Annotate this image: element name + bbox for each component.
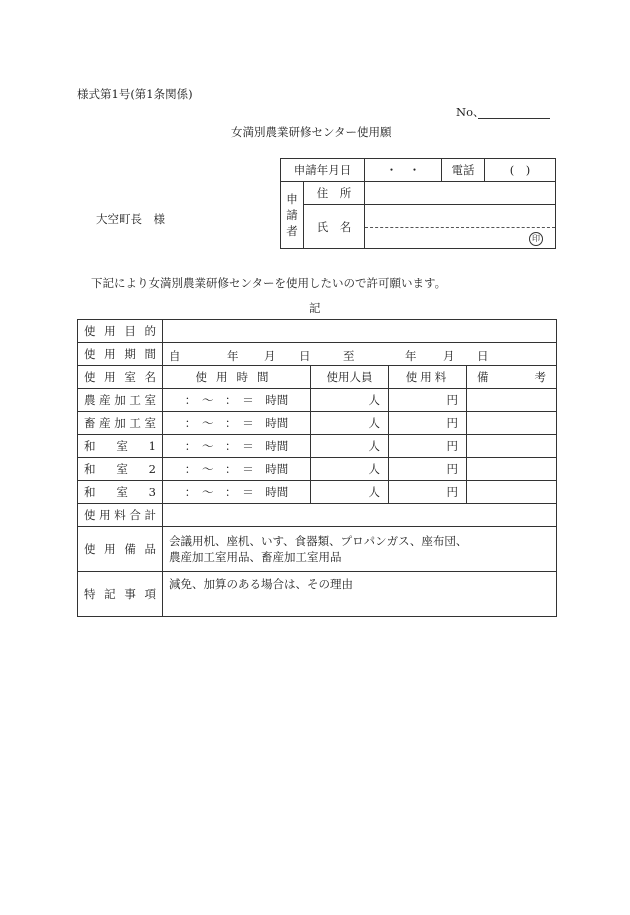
room-name: 畜産加工室 — [78, 412, 163, 435]
equipment-label: 使用備品 — [78, 527, 163, 572]
fee-field[interactable]: 円 — [389, 389, 467, 412]
total-field[interactable] — [163, 504, 557, 527]
time-field[interactable]: ： 〜 ： ＝ 時間 — [163, 435, 311, 458]
period-from-year: 年 — [227, 349, 239, 363]
people-field[interactable]: 人 — [311, 481, 389, 504]
period-from-month: 月 — [264, 349, 276, 363]
no-label: No、 — [456, 105, 485, 119]
table-row — [78, 435, 557, 458]
period-to-year: 年 — [405, 349, 417, 363]
time-header: 使用時間 — [163, 366, 311, 389]
room-name: 和 室 1 — [78, 435, 163, 458]
addressee: 大空町長 様 — [96, 212, 165, 226]
note-field[interactable] — [467, 458, 557, 481]
equipment-field — [163, 527, 557, 572]
intro-text: 下記により女満別農業研修センターを使用したいので許可願います。 — [91, 276, 447, 290]
address-label: 住 所 — [304, 182, 365, 205]
period-from: 自 — [169, 349, 181, 363]
applicant-char-2: 請 — [286, 208, 298, 222]
applicant-box — [280, 158, 556, 249]
table-row — [78, 389, 557, 412]
special-text: 減免、加算のある場合は、その理由 — [169, 577, 353, 591]
time-field[interactable]: ： 〜 ： ＝ 時間 — [163, 412, 311, 435]
special-label: 特記事項 — [78, 572, 163, 617]
table-row — [78, 458, 557, 481]
phone-value[interactable]: ( ) — [485, 159, 556, 182]
time-field[interactable]: ： 〜 ： ＝ 時間 — [163, 481, 311, 504]
address-field[interactable] — [365, 182, 556, 205]
equipment-line-2: 農産加工室用品、畜産加工室用品 — [169, 550, 342, 564]
period-label: 使用期間 — [78, 343, 163, 366]
note-field[interactable] — [467, 481, 557, 504]
date-value[interactable]: ・ ・ — [365, 159, 442, 182]
room-name: 農産加工室 — [78, 389, 163, 412]
applicant-char-1: 申 — [286, 192, 298, 206]
people-field[interactable]: 人 — [311, 389, 389, 412]
ki-label: 記 — [309, 301, 321, 315]
table-row — [78, 481, 557, 504]
fee-field[interactable]: 円 — [389, 412, 467, 435]
period-to-month: 月 — [443, 349, 455, 363]
room-name: 和 室 3 — [78, 481, 163, 504]
people-header: 使用人員 — [311, 366, 389, 389]
people-field[interactable]: 人 — [311, 412, 389, 435]
total-label: 使用料合計 — [78, 504, 163, 527]
purpose-field[interactable] — [163, 320, 557, 343]
name-field[interactable] — [365, 205, 556, 249]
form-title: 女満別農業研修センター使用願 — [231, 125, 392, 139]
time-field[interactable]: ： 〜 ： ＝ 時間 — [163, 458, 311, 481]
form-number: 様式第1号(第1条関係) — [77, 87, 193, 101]
room-name: 和 室 2 — [78, 458, 163, 481]
note-field[interactable] — [467, 389, 557, 412]
fee-field[interactable]: 円 — [389, 435, 467, 458]
note-header: 備 考 — [467, 366, 557, 389]
table-row — [78, 412, 557, 435]
note-field[interactable] — [467, 412, 557, 435]
fee-field[interactable]: 円 — [389, 481, 467, 504]
period-to: 至 — [343, 349, 355, 363]
time-field[interactable]: ： 〜 ： ＝ 時間 — [163, 389, 311, 412]
fee-field[interactable]: 円 — [389, 458, 467, 481]
usage-table — [77, 319, 557, 617]
fee-header: 使用料 — [389, 366, 467, 389]
applicant-char-3: 者 — [286, 224, 298, 238]
purpose-label: 使用目的 — [78, 320, 163, 343]
seal-mark: 印 — [529, 232, 543, 246]
phone-label: 電話 — [442, 159, 485, 182]
name-label: 氏 名 — [304, 205, 365, 249]
equipment-line-1: 会議用机、座机、いす、食器類、プロパンガス、座布団、 — [169, 534, 468, 548]
room-header: 使用室名 — [78, 366, 163, 389]
applicant-label — [281, 182, 304, 249]
note-field[interactable] — [467, 435, 557, 458]
special-field[interactable] — [163, 572, 557, 617]
period-from-day: 日 — [299, 349, 311, 363]
people-field[interactable]: 人 — [311, 435, 389, 458]
period-to-day: 日 — [477, 349, 489, 363]
date-label: 申請年月日 — [281, 159, 365, 182]
no-underline — [478, 118, 550, 119]
name-dashed-line — [365, 227, 555, 228]
people-field[interactable]: 人 — [311, 458, 389, 481]
period-field[interactable] — [163, 343, 557, 366]
